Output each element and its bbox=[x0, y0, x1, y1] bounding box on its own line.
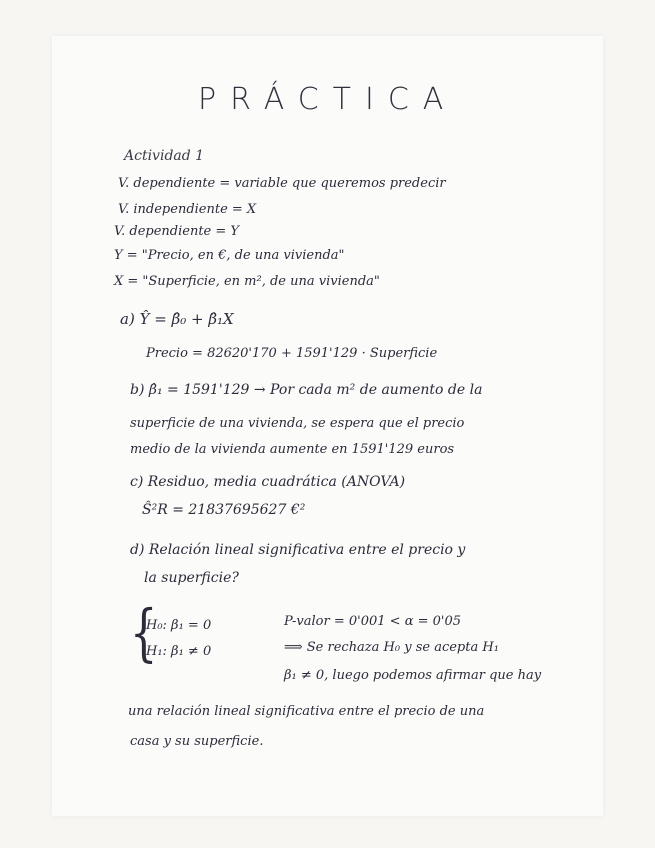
definition-line: X = "Superficie, en m², de una vivienda" bbox=[114, 274, 380, 289]
definition-line: V. independiente = X bbox=[118, 202, 257, 217]
part-d-question: d) Relación lineal significativa entre el precio y bbox=[130, 542, 466, 558]
reject-statement: ⟹ Se rechaza H₀ y se acepta H₁ bbox=[284, 640, 499, 655]
section-heading: Actividad 1 bbox=[124, 148, 205, 164]
definition-line: Y = "Precio, en €, de una vivienda" bbox=[114, 248, 345, 263]
page-title: PRÁCTICA bbox=[198, 82, 458, 117]
definition-line: V. dependiente = Y bbox=[114, 224, 239, 239]
regression-model: a) Ŷ = β̂₀ + β̂₁X bbox=[120, 310, 234, 328]
part-b-line: medio de la vivienda aumente en 1591'129 euros bbox=[130, 442, 455, 457]
part-c-value: Ŝ²R = 21837695627 €² bbox=[142, 502, 306, 518]
p-value: P-valor = 0'001 < α = 0'05 bbox=[284, 614, 462, 629]
conclusion-line: casa y su superficie. bbox=[130, 734, 264, 749]
conclusion-line: β₁ ≠ 0, luego podemos afirmar que hay bbox=[284, 668, 542, 683]
part-c-label: c) Residuo, media cuadrática (ANOVA) bbox=[130, 474, 406, 490]
part-b-line: b) β̂₁ = 1591'129 → Por cada m² de aumento de la bbox=[130, 382, 483, 398]
null-hypothesis: H₀: β₁ = 0 bbox=[146, 618, 212, 633]
conclusion-line: una relación lineal significativa entre el precio de una bbox=[128, 704, 485, 719]
alternative-hypothesis: H₁: β₁ ≠ 0 bbox=[146, 644, 212, 659]
definition-line: V. dependiente = variable que queremos predecir bbox=[118, 176, 446, 191]
hypothesis-brace: { bbox=[129, 596, 158, 669]
part-b-line: superficie de una vivienda, se espera que el precio bbox=[130, 416, 465, 431]
part-d-question: la superficie? bbox=[144, 570, 239, 586]
fitted-equation: Precio = 82620'170 + 1591'129 · Superficie bbox=[146, 346, 438, 361]
